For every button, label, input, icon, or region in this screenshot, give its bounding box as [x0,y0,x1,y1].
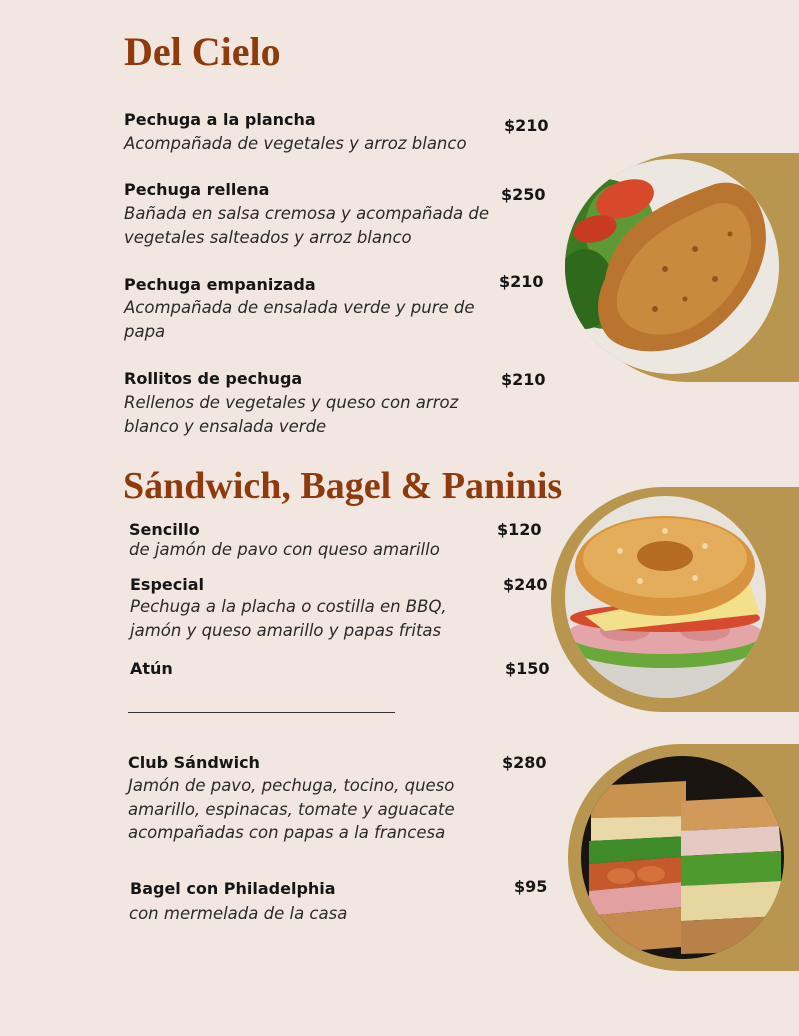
item-name-especial: Especial [130,575,205,594]
breaded-chicken-photo [565,159,779,374]
item-name-pechuga-plancha: Pechuga a la plancha [124,110,316,129]
item-name-club-sandwich: Club Sándwich [128,753,260,772]
item-price-pechuga-rellena: $250 [501,185,546,204]
item-name-atun: Atún [130,659,173,678]
item-desc-especial: Pechuga a la placha o costilla en BBQ, jamón y queso amarillo y papas fritas [130,597,447,640]
item-desc-pechuga-rellena: Bañada en salsa cremosa y acompañada de vegetales salteados y arroz blanco [124,204,490,247]
item-price-atun: $150 [505,659,550,678]
item-desc-pechuga-empanizada: Acompañada de ensalada verde y pure de papa [124,298,475,341]
item-price-rollitos-pechuga: $210 [501,370,546,389]
item-price-pechuga-plancha: $210 [504,116,549,135]
item-name-sencillo: Sencillo [129,520,200,539]
item-desc-sencillo: de jamón de pavo con queso amarillo [129,540,440,559]
item-price-pechuga-empanizada: $210 [499,272,544,291]
item-desc-bagel-philadelphia: con mermelada de la casa [129,904,348,923]
item-price-bagel-philadelphia: $95 [514,877,548,896]
item-price-sencillo: $120 [497,520,542,539]
item-desc-pechuga-plancha: Acompañada de vegetales y arroz blanco [124,134,467,153]
item-name-rollitos-pechuga: Rollitos de pechuga [124,369,303,388]
bagel-sandwich-photo [565,496,766,698]
item-price-especial: $240 [503,575,548,594]
club-sandwich-photo [581,756,784,959]
section-title-sandwich: Sándwich, Bagel & Paninis [123,465,563,507]
item-name-bagel-philadelphia: Bagel con Philadelphia [130,879,336,898]
item-desc-club-sandwich: Jamón de pavo, pechuga, tocino, queso amarillo, espinacas, tomate y aguacate acompañadas con papas a la francesa [128,776,455,842]
item-desc-rollitos-pechuga: Rellenos de vegetales y queso con arroz blanco y ensalada verde [124,393,459,436]
divider-line [128,712,395,713]
item-name-pechuga-rellena: Pechuga rellena [124,180,270,199]
item-name-pechuga-empanizada: Pechuga empanizada [124,275,316,294]
item-price-club-sandwich: $280 [502,753,547,772]
section-title-del-cielo: Del Cielo [124,29,281,74]
